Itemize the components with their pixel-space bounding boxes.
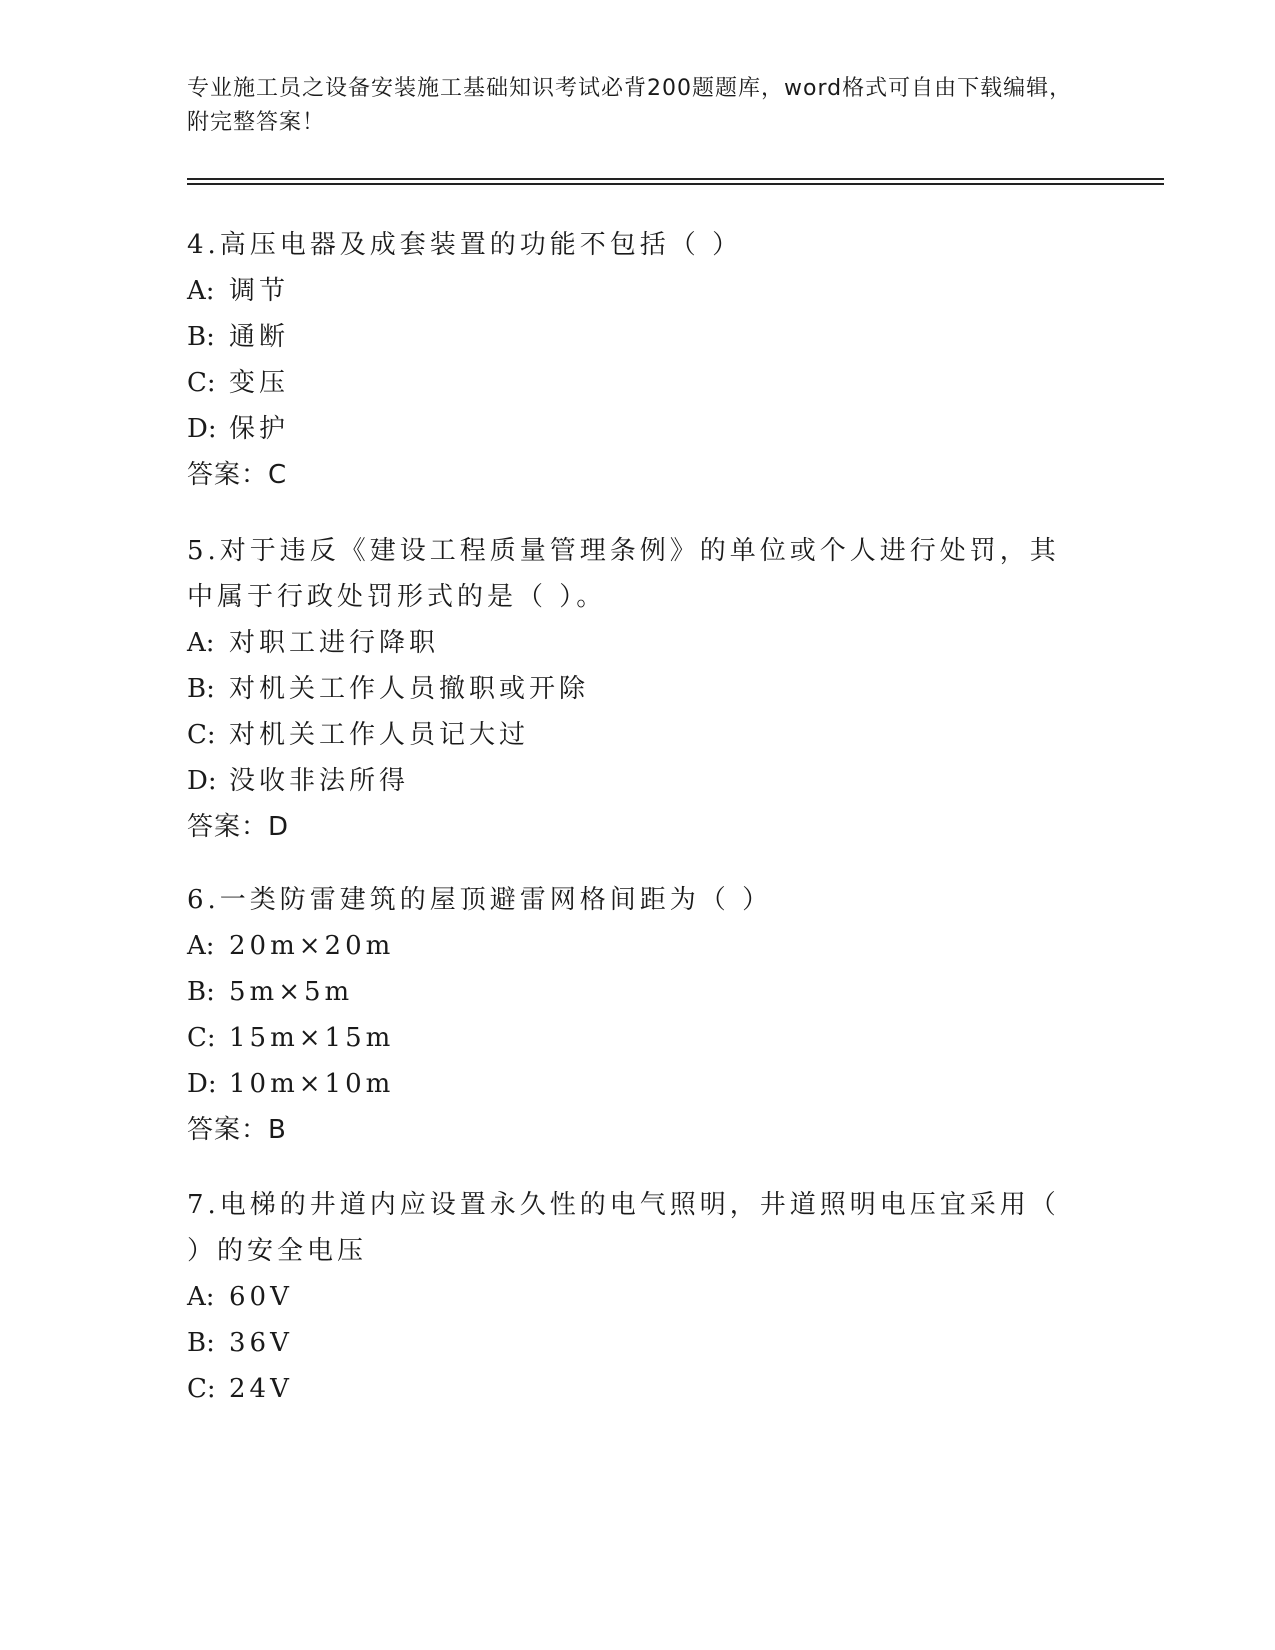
option-text: 保护 — [229, 414, 290, 444]
header-divider-top — [187, 178, 1164, 180]
option-text: 15m×15m — [229, 1023, 395, 1053]
option-text: 对机关工作人员记大过 — [229, 720, 530, 750]
option-text: 调节 — [229, 276, 290, 306]
option-text: 对职工进行降职 — [229, 628, 440, 658]
option-b — [187, 1320, 1087, 1366]
option-text: 对机关工作人员撤职或开除 — [229, 674, 590, 704]
question-4 — [187, 222, 1087, 498]
option-letter: C: — [187, 368, 216, 398]
document-header: 专业施工员之设备安装施工基础知识考试必背200题题库，word格式可自由下载编辑，附完整答案！ — [187, 76, 1073, 135]
option-b — [187, 969, 1087, 1015]
option-letter: D: — [187, 766, 217, 796]
option-c — [187, 1015, 1087, 1061]
option-b — [187, 314, 1087, 360]
option-text: 60V — [229, 1282, 293, 1312]
option-a — [187, 1274, 1087, 1320]
option-letter: C: — [187, 720, 216, 750]
option-text: 变压 — [229, 368, 290, 398]
option-text: 没收非法所得 — [229, 766, 410, 796]
option-d — [187, 758, 1087, 804]
question-stem: 6.一类防雷建筑的屋顶避雷网格间距为（ ） — [187, 885, 773, 915]
option-d — [187, 1061, 1087, 1107]
answer-line: 答案：B — [187, 1115, 287, 1145]
option-c — [187, 712, 1087, 758]
option-text: 5m×5m — [229, 977, 354, 1007]
option-text: 36V — [229, 1328, 293, 1358]
option-letter: A: — [187, 931, 215, 961]
option-letter: A: — [187, 1282, 215, 1312]
option-letter: B: — [187, 1328, 215, 1358]
option-letter: A: — [187, 276, 215, 306]
question-stem: 4.高压电器及成套装置的功能不包括（ ） — [187, 230, 743, 260]
question-5 — [187, 528, 1087, 850]
option-c — [187, 360, 1087, 406]
option-c — [187, 1366, 1087, 1412]
option-text: 24V — [229, 1374, 293, 1404]
question-stem: 7.电梯的井道内应设置永久性的电气照明，井道照明电压宜采用（ ）的安全电压 — [187, 1190, 1060, 1266]
question-6 — [187, 877, 1087, 1153]
option-b — [187, 666, 1087, 712]
question-7 — [187, 1182, 1087, 1412]
option-letter: C: — [187, 1374, 216, 1404]
option-text: 通断 — [229, 322, 290, 352]
option-a — [187, 268, 1087, 314]
option-letter: A: — [187, 628, 215, 658]
option-letter: B: — [187, 674, 215, 704]
option-letter: B: — [187, 977, 215, 1007]
answer-line: 答案：C — [187, 460, 288, 490]
option-a — [187, 620, 1087, 666]
option-letter: D: — [187, 1069, 217, 1099]
option-letter: C: — [187, 1023, 216, 1053]
answer-line: 答案：D — [187, 812, 290, 842]
option-letter: B: — [187, 322, 215, 352]
option-a — [187, 923, 1087, 969]
question-stem: 5.对于违反《建设工程质量管理条例》的单位或个人进行处罚，其中属于行政处罚形式的是（ ）。 — [187, 536, 1060, 612]
option-text: 20m×20m — [229, 931, 395, 961]
option-text: 10m×10m — [229, 1069, 395, 1099]
header-divider-bottom — [187, 183, 1164, 185]
option-d — [187, 406, 1087, 452]
option-letter: D: — [187, 414, 217, 444]
